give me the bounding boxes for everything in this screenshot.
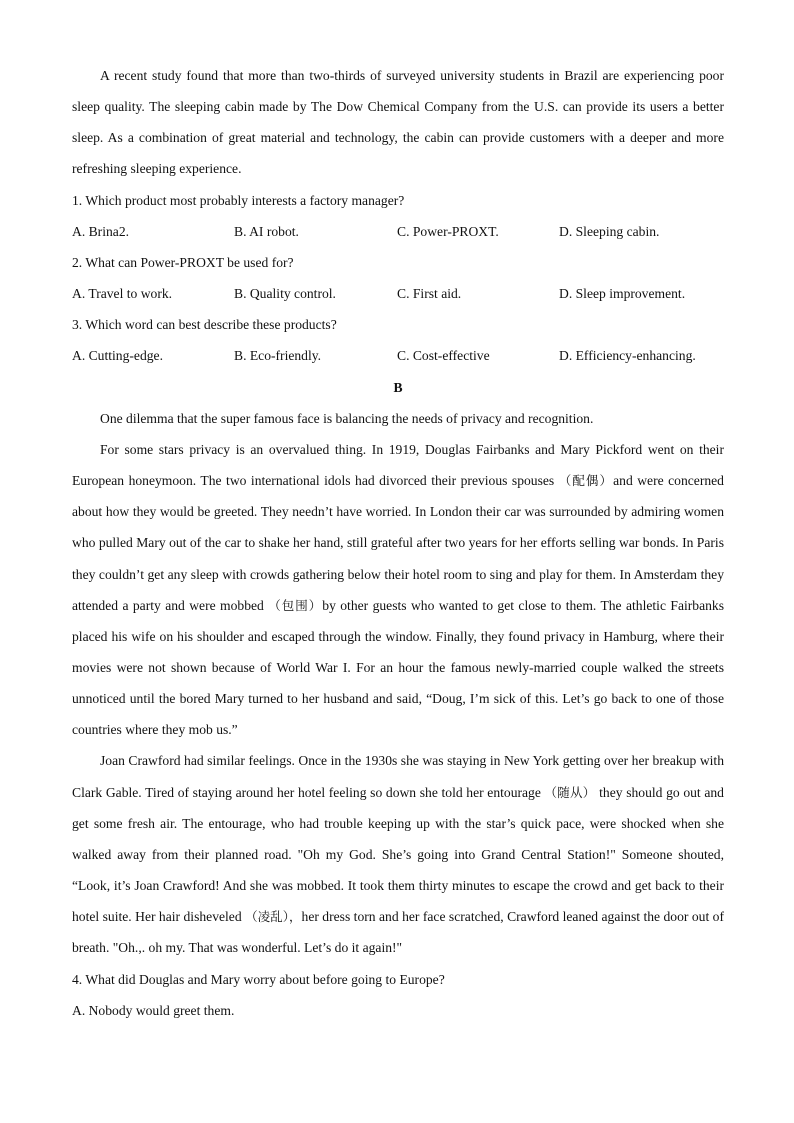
- p3-gloss-disheveled: （凌乱），: [245, 909, 302, 925]
- question-1-stem: 1. Which product most probably interests a factory manager?: [72, 192, 405, 208]
- q2-option-b: B. Quality control.: [234, 286, 336, 302]
- q3-option-c: C. Cost-effective: [397, 348, 490, 364]
- section-b-paragraph-2: [72, 434, 724, 746]
- section-b-heading: B: [393, 379, 403, 395]
- q3-option-b: B. Eco-friendly.: [234, 348, 322, 364]
- q1-option-a: A. Brina2.: [72, 223, 130, 239]
- p2-text-2: and were concerned about how they would be greeted. They needn’t have worried. In London their car was surrounded by admiring women who pulled Mary out of the car to shake her hand, still grateful after two years for her efforts selling war bonds. In Paris they couldn’t get any sleep with crowds gathering below their hotel room to sing and play for them. In Amsterdam they attended a party and were mobbed: [72, 473, 724, 613]
- question-4-option-a: A. Nobody would greet them.: [72, 1002, 235, 1018]
- q1-option-c: C. Power-PROXT.: [397, 223, 499, 239]
- p2-gloss-mobbed: （包围）: [268, 597, 323, 613]
- q1-option-b: B. AI robot.: [234, 223, 299, 239]
- section-b-paragraph-3: [72, 745, 724, 963]
- passage-a-paragraph: A recent study found that more than two-thirds of surveyed university students in Brazil are experiencing poor sleep quality. The sleeping cabin made by The Dow Chemical Company from the U.S. can provide its users a better sleep. As a combination of great material and technology, the cabin can provide customers with a deeper and more refreshing sleeping experience.: [72, 68, 724, 177]
- p3-text-3: her dress torn and her face scratched, Crawford leaned against the door out of breath. "Oh.,. oh my. That was wonderful. Let’s do it again!": [72, 909, 724, 956]
- section-b-paragraph-1: One dilemma that the super famous face is balancing the needs of privacy and recognition.: [100, 410, 594, 426]
- p2-gloss-spouses: （配偶）: [558, 473, 614, 489]
- q2-option-c: C. First aid.: [397, 286, 462, 302]
- document-body: [72, 60, 724, 1026]
- question-2-stem: 2. What can Power-PROXT be used for?: [72, 254, 294, 270]
- p3-text-1: Joan Crawford had similar feelings. Once in the 1930s she was staying in New York getting over her breakup with Clark Gable. Tired of staying around her hotel feeling so down she told her entourage: [72, 753, 724, 800]
- p2-text-1: For some stars privacy is an overvalued thing. In 1919, Douglas Fairbanks and Mary Pickford went on their European honeymoon. The two international idols had divorced their previous spouses: [72, 441, 724, 489]
- question-1-options: [72, 216, 724, 247]
- question-3-stem: 3. Which word can best describe these products?: [72, 317, 337, 333]
- q2-option-a: A. Travel to work.: [72, 286, 173, 302]
- question-4-stem: 4. What did Douglas and Mary worry about before going to Europe?: [72, 971, 445, 987]
- question-2-options: [72, 278, 724, 309]
- q3-option-a: A. Cutting-edge.: [72, 348, 163, 364]
- q2-option-d: D. Sleep improvement.: [559, 286, 686, 302]
- p2-text-3: by other guests who wanted to get close to them. The athletic Fairbanks placed his wife on his shoulder and escaped through the window. Finally, they found privacy in Hamburg, where their movies were not shown because of World War I. For an hour the famous newly-married couple walked the streets unnoticed until the bored Mary turned to her husband and said, “Doug, I’m sick of this. Let’s go back to one of those countries where they mob us.”: [72, 597, 724, 738]
- q1-option-d: D. Sleeping cabin.: [559, 223, 660, 239]
- question-3-options: [72, 340, 724, 371]
- q3-option-d: D. Efficiency-enhancing.: [559, 348, 696, 364]
- p3-gloss-entourage: （随从）: [544, 784, 596, 800]
- p3-text-2: they should go out and get some fresh air. The entourage, who had trouble keeping up with the star’s quick pace, were shocked when she walked away from their planned road. "Oh my God. She’s going into Grand Central Station!" Someone shouted, “Look, it’s Joan Crawford! And she was mobbed. It took them thirty minutes to escape the crowd and get back to their hotel suite. Her hair disheveled: [72, 784, 724, 925]
